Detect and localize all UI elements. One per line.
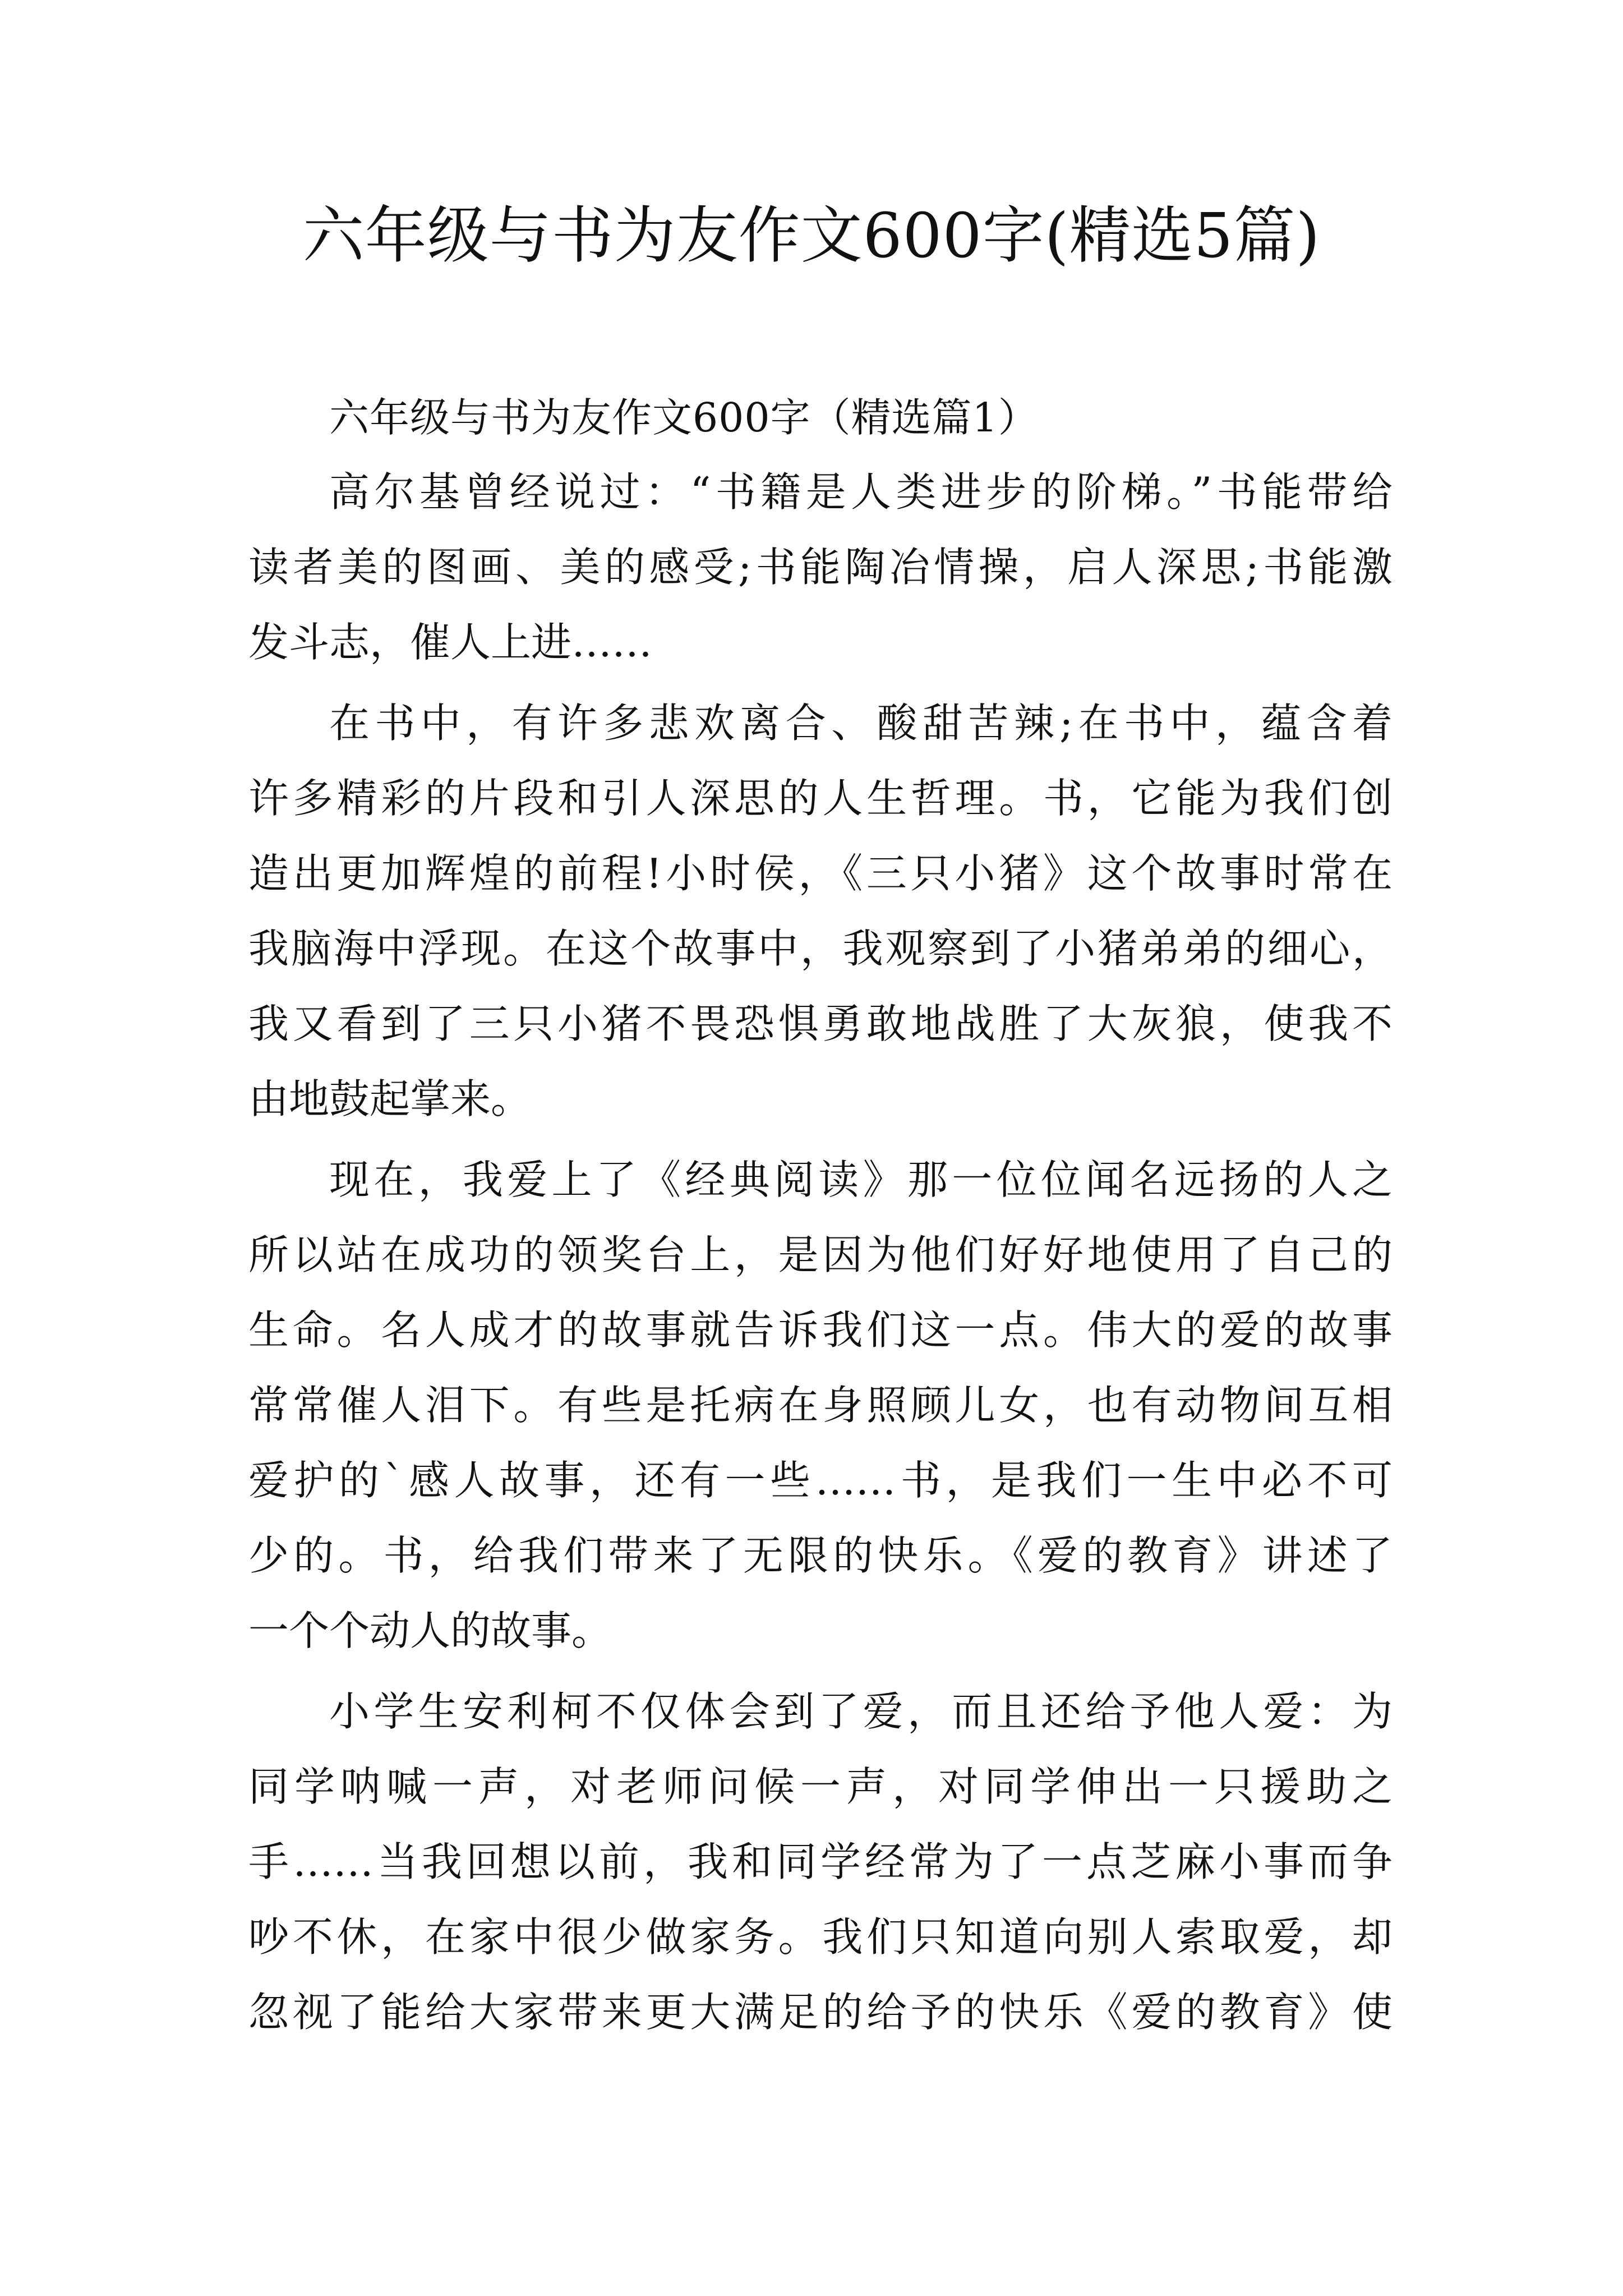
paragraph-2 <box>248 685 1393 1137</box>
text-line: 少的。书，给我们带来了无限的快乐。《爱的教育》讲述了 <box>248 1532 1393 1579</box>
text-line: 在书中，有许多悲欢离合、酸甜苦辣;在书中，蕴含着 <box>329 700 1393 747</box>
text-line: 读者美的图画、美的感受;书能陶冶情操，启人深思;书能激 <box>248 544 1393 591</box>
text-line: 小学生安利柯不仅体会到了爱，而且还给予他人爱：为 <box>329 1688 1393 1735</box>
document-body <box>248 381 1393 2055</box>
text-line: 现在，我爱上了《经典阅读》那一位位闻名远扬的人之 <box>329 1156 1393 1203</box>
text-line: 一个个动人的故事。 <box>248 1607 612 1654</box>
text-line: 造出更加辉煌的前程!小时侯，《三只小猪》这个故事时常在 <box>248 850 1393 897</box>
text-line: 我脑海中浮现。在这个故事中，我观察到了小猪弟弟的细心， <box>248 925 1393 972</box>
text-line: 许多精彩的片段和引人深思的人生哲理。书，它能为我们创 <box>248 775 1393 822</box>
paragraph-3 <box>248 1142 1393 1668</box>
text-line: 爱护的`感人故事，还有一些……书，是我们一生中必不可 <box>248 1457 1393 1504</box>
document-title: 六年级与书为友作文600字(精选5篇) <box>302 200 1321 272</box>
text-line: 发斗志，催人上进…… <box>248 619 653 666</box>
text-line: 忽视了能给大家带来更大满足的给予的快乐《爱的教育》使 <box>248 1989 1393 2036</box>
text-line: 常常催人泪下。有些是托病在身照顾儿女，也有动物间互相 <box>248 1382 1393 1429</box>
text-line: 高尔基曾经说过：“书籍是人类进步的阶梯。”书能带给 <box>329 468 1393 516</box>
text-line: 同学呐喊一声，对老师问候一声，对同学伸出一只援助之 <box>248 1763 1393 1810</box>
text-line: 手……当我回想以前，我和同学经常为了一点芝麻小事而争 <box>248 1838 1393 1885</box>
text-line: 生命。名人成才的故事就告诉我们这一点。伟大的爱的故事 <box>248 1306 1393 1354</box>
text-line: 所以站在成功的领奖台上，是因为他们好好地使用了自己的 <box>248 1231 1393 1278</box>
section-heading: 六年级与书为友作文600字（精选篇1） <box>329 394 1039 441</box>
text-line: 吵不休，在家中很少做家务。我们只知道向别人索取爱，却 <box>248 1913 1393 1961</box>
text-line: 我又看到了三只小猪不畏恐惧勇敢地战胜了大灰狼，使我不 <box>248 1000 1393 1047</box>
text-line: 由地鼓起掌来。 <box>248 1075 532 1122</box>
paragraph-1 <box>248 454 1393 680</box>
paragraph-4 <box>248 1674 1393 2050</box>
